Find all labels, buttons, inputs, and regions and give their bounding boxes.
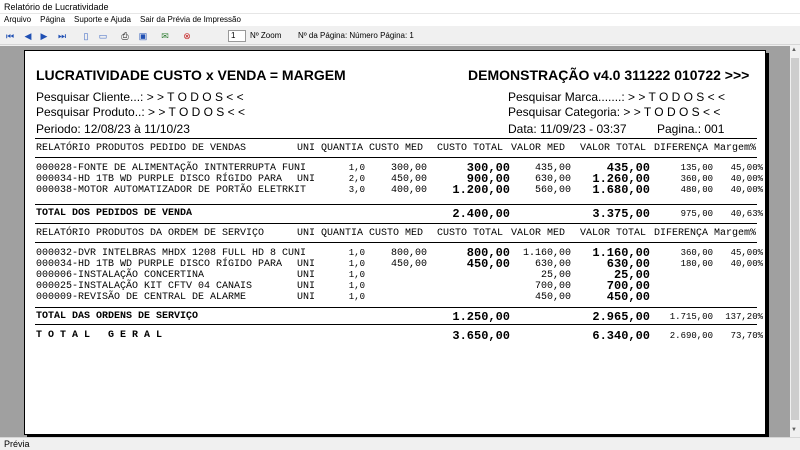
preview-area[interactable] [0,46,790,437]
previous-page-icon[interactable]: ◀ [24,31,32,41]
cell-description: 000028-FONTE DE ALIMENTAÇÃO INTNTERRUPTA FUNI [36,163,307,174]
multi-page-icon[interactable]: ▭ [98,31,108,41]
cell-quantia: 3,0 [348,185,365,195]
cell-custo-med: 450,00 [390,259,427,270]
cell-margem: 40,00% [730,174,763,184]
header-custo-med: CUSTO MED [369,143,424,154]
total-diferenca: 975,00 [680,209,713,219]
cell-quantia: 1,0 [348,270,365,280]
cell-uni: UNI [297,281,316,292]
header-diferenca: DIFERENÇA [654,228,709,239]
menu-bar [0,14,800,26]
single-page-icon[interactable]: ▯ [83,31,89,41]
first-page-icon[interactable]: ⏮ [5,31,15,41]
cell-description: 000006-INSTALAÇÃO CONCERTINA [36,270,205,281]
header-quantia: QUANTIA [321,228,364,239]
filter-client: Pesquisar Cliente...: > > T O D O S < < [36,90,244,104]
grand-total-margem: 73,70% [730,331,763,341]
cell-custo-med: 800,00 [390,248,427,259]
cell-valor-med: 25,00 [540,270,571,281]
divider [35,324,757,325]
header-margem: Margem% [714,143,757,154]
cell-valor-total: 25,00 [613,268,650,282]
export-icon[interactable]: ▣ [138,31,148,41]
vertical-scrollbar[interactable] [790,46,800,437]
grand-total-custo: 3.650,00 [452,329,510,343]
cell-custo-total: 800,00 [466,246,510,260]
header-valor-total: VALOR TOTAL [580,228,647,239]
total-margem: 40,63% [730,209,763,219]
header-diferenca: DIFERENÇA [654,143,709,154]
cell-custo-total: 450,00 [466,257,510,271]
divider [35,307,757,308]
cell-diferenca: 360,00 [680,248,713,258]
cell-valor-total: 1.680,00 [592,183,650,197]
cell-valor-total: 630,00 [606,257,650,271]
divider [35,204,757,205]
cell-uni: UNI [297,259,316,270]
cell-uni: UNI [297,270,316,281]
report-period: Periodo: 12/08/23 à 11/10/23 [36,122,190,136]
divider [35,157,757,158]
cell-valor-total: 450,00 [606,290,650,304]
status-bar: Prévia [0,437,800,450]
cell-diferenca: 135,00 [680,163,713,173]
cell-valor-med: 700,00 [534,281,571,292]
menu-pagina[interactable]: Página [40,15,66,24]
next-page-icon[interactable]: ▶ [40,31,48,41]
cell-valor-med: 630,00 [534,174,571,185]
total-diferenca: 1.715,00 [669,312,713,322]
grand-total-diferenca: 2.690,00 [669,331,713,341]
filter-category: Pesquisar Categoria: > > T O D O S < < [508,105,721,119]
total-margem: 137,20% [725,312,763,322]
report-page-number: Pagina.: 001 [657,122,725,136]
cell-quantia: 1,0 [348,292,365,302]
cell-description: 000034-HD 1TB WD PURPLE DISCO RÍGIDO PARA [36,259,283,270]
header-valor-total: VALOR TOTAL [580,143,647,154]
header-custo-med: CUSTO MED [369,228,424,239]
cell-margem: 40,00% [730,259,763,269]
scroll-down-icon[interactable]: ▼ [791,427,797,433]
filter-brand: Pesquisar Marca.......: > > T O D O S < < [508,90,725,104]
cell-valor-total: 700,00 [606,279,650,293]
cell-margem: 45,00% [730,248,763,258]
cell-margem: 45,00% [730,163,763,173]
cell-uni: UNI [297,174,316,185]
cell-custo-med: 300,00 [390,163,427,174]
cell-custo-med: 450,00 [390,174,427,185]
scroll-thumb[interactable] [791,58,799,420]
cell-diferenca: 360,00 [680,174,713,184]
cell-quantia: 1,0 [348,281,365,291]
grand-total-label: T O T A L G E R A L [36,330,163,341]
total-label: TOTAL DOS PEDIDOS DE VENDA [36,208,193,219]
toolbar [0,27,800,45]
window-title: Relatório de Lucratividade [0,0,800,14]
cell-valor-med: 560,00 [534,185,571,196]
menu-arquivo[interactable]: Arquivo [4,15,32,24]
menu-sair-previa[interactable]: Sair da Prévia de Impressão [139,15,241,24]
cell-valor-med: 1.160,00 [522,248,571,259]
header-quantia: QUANTIA [321,143,364,154]
cell-valor-med: 630,00 [534,259,571,270]
cell-diferenca: 180,00 [680,259,713,269]
total-valor: 2.965,00 [592,310,650,324]
cell-description: 000025-INSTALAÇÃO KIT CFTV 04 CANAIS [36,281,253,292]
report-page [24,50,766,435]
total-custo: 2.400,00 [452,207,510,221]
zoom-select[interactable]: 1 [228,30,246,42]
divider [35,242,757,243]
zoom-label: Nº Zoom [250,31,282,40]
cell-description: 000009-REVISÃO DE CENTRAL DE ALARME [36,292,247,303]
cell-uni: UNI [297,292,316,303]
grand-total-valor: 6.340,00 [592,329,650,343]
header-custo-total: CUSTO TOTAL [437,143,504,154]
cell-custo-med: 400,00 [390,185,427,196]
page-info: Nº da Página: Número Página: 1 [298,31,414,40]
cell-valor-med: 435,00 [534,163,571,174]
cell-description: 000034-HD 1TB WD PURPLE DISCO RÍGIDO PARA [36,174,283,185]
divider [35,223,757,224]
cell-quantia: 1,0 [348,248,365,258]
last-page-icon[interactable]: ⏭ [57,31,67,41]
cell-valor-total: 1.160,00 [592,246,650,260]
cell-valor-total: 1.260,00 [592,172,650,186]
cell-custo-total: 1.200,00 [452,183,510,197]
close-preview-icon[interactable]: ⊗ [183,31,191,41]
sales-header-title: RELATÓRIO PRODUTOS PEDIDO DE VENDAS [36,143,247,154]
report-date: Data: 11/09/23 - 03:37 [508,122,627,136]
service-header-title: RELATÓRIO PRODUTOS DA ORDEM DE SERVIÇO [36,228,265,239]
cell-description: 000032-DVR INTELBRAS MHDX 1208 FULL HD 8 CUNI [36,248,307,259]
total-label: TOTAL DAS ORDENS DE SERVIÇO [36,311,199,322]
cell-valor-total: 435,00 [606,161,650,175]
header-valor-med: VALOR MED [511,228,566,239]
cell-quantia: 1,0 [348,259,365,269]
menu-suporte[interactable]: Suporte e Ajuda [74,15,131,24]
cell-quantia: 2,0 [348,174,365,184]
total-valor: 3.375,00 [592,207,650,221]
cell-quantia: 1,0 [348,163,365,173]
filter-product: Pesquisar Produto..: > > T O D O S < < [36,105,245,119]
cell-valor-med: 450,00 [534,292,571,303]
scroll-up-icon[interactable]: ▲ [791,47,797,53]
cell-custo-total: 900,00 [466,172,510,186]
header-margem: Margem% [714,228,757,239]
report-title: LUCRATIVIDADE CUSTO x VENDA = MARGEM [36,67,346,83]
header-uni: UNI [297,143,316,154]
header-valor-med: VALOR MED [511,143,566,154]
cell-custo-total: 300,00 [466,161,510,175]
header-custo-total: CUSTO TOTAL [437,228,504,239]
print-icon[interactable]: ⎙ [121,31,129,41]
divider [35,138,757,139]
cell-margem: 40,00% [730,185,763,195]
cell-description: 000038-MOTOR AUTOMATIZADOR DE PORTÃO ELETRKIT [36,185,307,196]
header-uni: UNI [297,228,316,239]
report-version: DEMONSTRAÇÃO v4.0 311222 010722 >>> [468,67,750,83]
cell-diferenca: 480,00 [680,185,713,195]
email-icon[interactable]: ✉ [161,31,169,41]
total-custo: 1.250,00 [452,310,510,324]
